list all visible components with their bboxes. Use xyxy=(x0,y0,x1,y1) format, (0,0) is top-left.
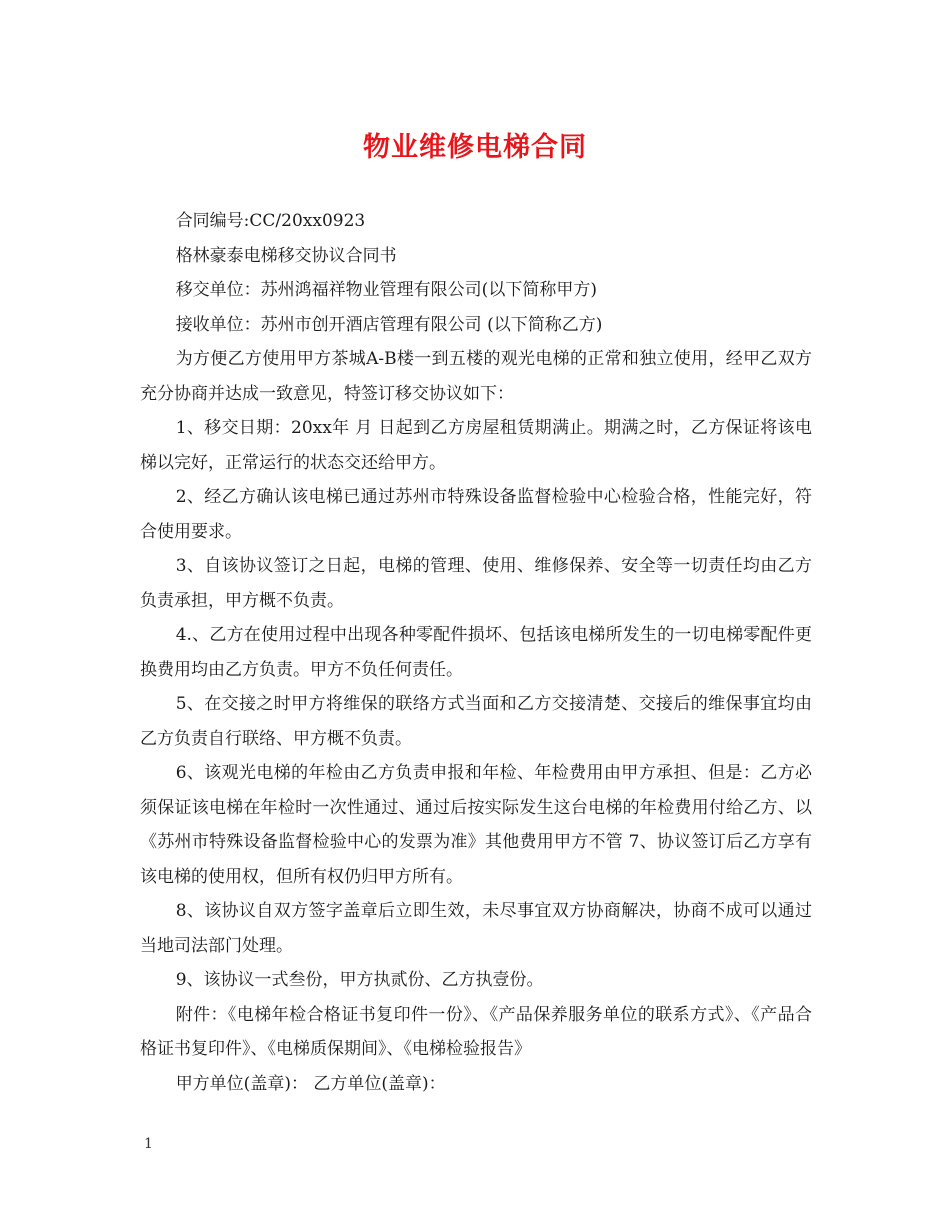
contract-number: 合同编号:CC/20xx0923 xyxy=(175,211,366,231)
transferring-party: 移交单位：苏州鸿福祥物业管理有限公司(以下简称甲方) xyxy=(175,280,597,300)
clause-4: 4.、乙方在使用过程中出现各种零配件损坏、包括该电梯所发生的一切电梯零配件更换费用均由乙方负责。甲方不负任何责任。 xyxy=(140,625,812,680)
clause-1: 1、移交日期：20xx年 月 日起到乙方房屋租赁期满止。期满之时，乙方保证将该电梯以完好，正常运行的状态交还给甲方。 xyxy=(140,418,812,473)
clause-6: 6、该观光电梯的年检由乙方负责申报和年检、年检费用由甲方承担、但是：乙方必须保证该电梯在年检时一次性通过、通过后按实际发生这台电梯的年检费用付给乙方、以《苏州市特殊设备监督检验中心的发票为准》其他费用甲方不管 7、协议签订后乙方享有该电梯的使用权，但所有权仍归甲方所有。 xyxy=(140,763,812,887)
attachments-paragraph: 附件：《电梯年检合格证书复印件一份》、《产品保养服务单位的联系方式》、《产品合格证书复印件》、《电梯质保期间》、《电梯检验报告》 xyxy=(140,1004,812,1059)
preamble-paragraph: 为方便乙方使用甲方茶城A-B楼一到五楼的观光电梯的正常和独立使用，经甲乙双方充分协商并达成一致意见，特签订移交协议如下： xyxy=(140,349,812,404)
clause-9: 9、该协议一式叁份，甲方执贰份、乙方执壹份。 xyxy=(175,970,544,990)
clause-3: 3、自该协议签订之日起，电梯的管理、使用、维修保养、安全等一切责任均由乙方负责承担，甲方概不负责。 xyxy=(140,556,812,611)
clause-5: 5、在交接之时甲方将维保的联络方式当面和乙方交接清楚、交接后的维保事宜均由乙方负责自行联络、甲方概不负责。 xyxy=(140,694,812,749)
page-number: 1 xyxy=(144,1136,153,1152)
clause-2: 2、经乙方确认该电梯已通过苏州市特殊设备监督检验中心检验合格，性能完好，符合使用要求。 xyxy=(140,487,812,542)
signature-line: 甲方单位(盖章)： 乙方单位(盖章)： xyxy=(175,1073,446,1094)
document-body xyxy=(140,204,812,1101)
agreement-name: 格林豪泰电梯移交协议合同书 xyxy=(175,245,397,266)
clause-8: 8、该协议自双方签字盖章后立即生效，未尽事宜双方协商解决，协商不成可以通过当地司法部门处理。 xyxy=(140,901,812,956)
receiving-party: 接收单位：苏州市创开酒店管理有限公司 (以下简称乙方) xyxy=(175,314,603,335)
document-title: 物业维修电梯合同 xyxy=(363,132,587,163)
